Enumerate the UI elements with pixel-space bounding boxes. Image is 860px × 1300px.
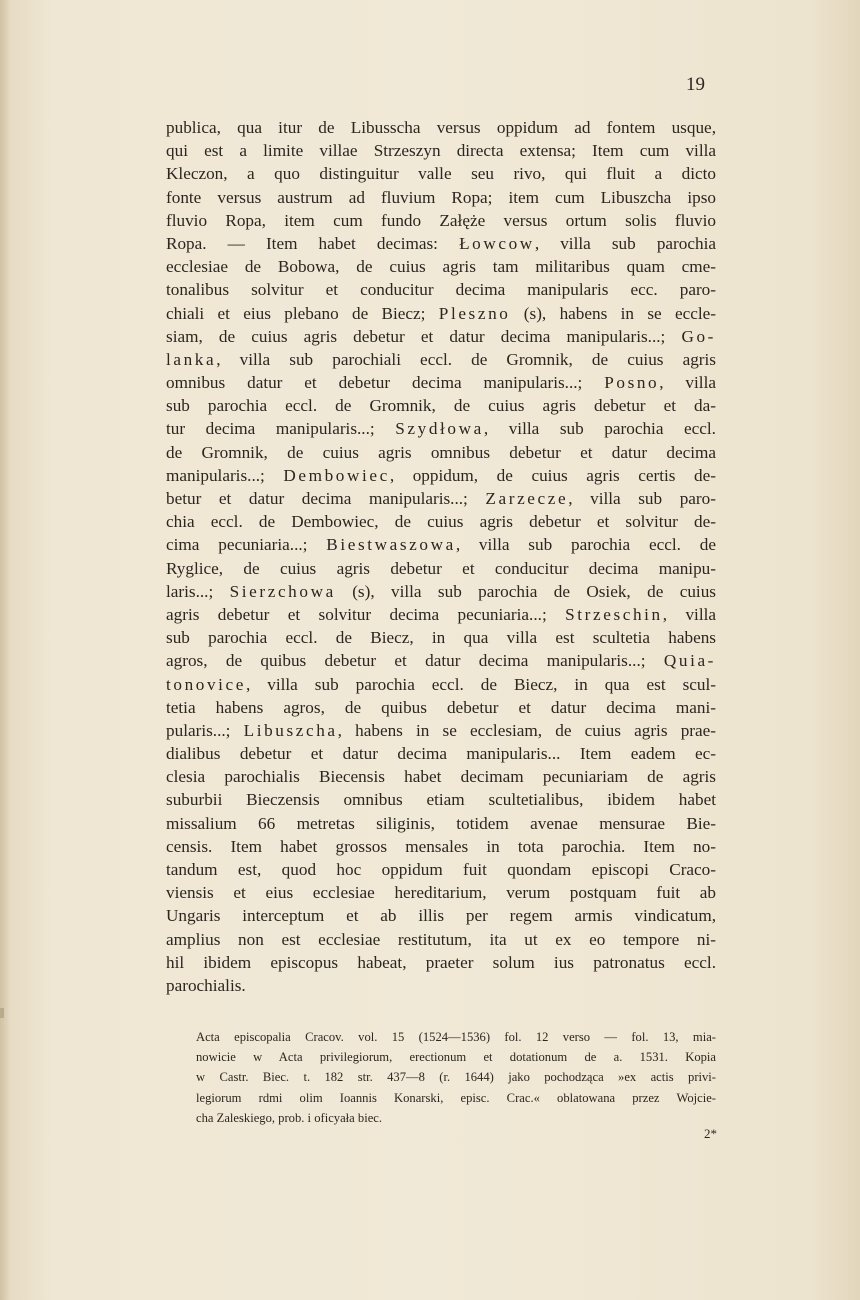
body-text-line: tandum est, quod hoc oppidum fuit quondam episcopi Craco- [166,860,716,879]
footnote-line: w Castr. Biec. t. 182 str. 437—8 (r. 1644) jako pochodząca »ex actis privi- [196,1070,716,1085]
place-name: Pleszno [438,303,511,323]
place-name: Strzeschin [565,604,663,624]
body-text-line: sub parochia eccl. de Gromnik, de cuius agris debetur et da- [166,396,716,416]
body-text-line: qui est a limite villae Strzeszyn directa extensa; Item cum villa [166,141,716,161]
place-name: Szydłowa [395,419,484,439]
body-text-line: fluvio Ropa, item cum fundo Załęże versus ortum solis fluvio [166,210,716,230]
footnote-line: legiorum rdmi olim Ioannis Konarski, episc. Crac.« oblatowana przez Wojcie- [196,1090,716,1105]
body-text-line: tonalibus solvitur et conducitur decima manipularis ecc. paro- [166,280,716,300]
place-name: Quia- [663,651,716,671]
body-text-line: tur decima manipularis...; Szydłowa, villa sub parochia eccl. [166,419,716,439]
body-text-line: siam, de cuius agris debetur et datur decima manipularis...; Go- [166,326,716,346]
body-text-line: parochialis. [166,975,246,995]
place-name: Łowcow [459,233,535,253]
body-text-line: hil ibidem episcopus habeat, praeter solum ius patronatus eccl. [166,952,716,972]
place-name: Zarzecze [485,489,569,508]
printer-signature-mark: 2* [704,1126,717,1141]
footnote-line: Acta episcopalia Cracov. vol. 15 (1524—1536) fol. 12 verso — fol. 13, mia- [196,1030,716,1044]
page-number: 19 [686,74,705,95]
body-text-line: ecclesiae de Bobowa, de cuius agris tam militaribus quam cme- [166,257,716,277]
body-text-line: suburbii Bieczensis omnibus etiam scultetialibus, ibidem habet [166,790,716,810]
body-text-line: Kleczon, a quo distinguitur valle seu rivo, qui fluit a dicto [166,164,716,184]
place-name: Biestwaszowa [326,535,456,555]
page-gutter-shadow [0,0,10,1300]
body-text-line: chia eccl. de Dembowiec, de cuius agris debetur et solvitur de- [166,512,716,532]
body-text-line: cima pecuniaria...; Biestwaszowa, villa sub parochia eccl. de [166,535,716,555]
main-text [166,116,716,997]
edge-mark [0,1008,4,1018]
place-name: Sierzchowa [229,581,336,601]
footnote-line: cha Zaleskiego, prob. i oficyała biec. [196,1110,383,1125]
place-name: Posno [604,373,660,393]
body-text-line: publica, qua itur de Libusscha versus oppidum ad fontem usque, [166,118,716,137]
place-name: Go- [681,326,716,346]
body-text-line: lanka, villa sub parochiali eccl. de Gromnik, de cuius agris [166,349,716,369]
body-text-line: tonovice, villa sub parochia eccl. de Biecz, in qua est scul- [166,674,716,694]
body-text-line: laris...; Sierzchowa (s), villa sub parochia de Osiek, de cuius [166,581,716,601]
body-text-line: agros, de quibus debetur et datur decima manipularis...; Quia- [166,651,716,671]
body-text-line: agris debetur et solvitur decima pecuniaria...; Strzeschin, villa [166,604,716,624]
body-text-line: Ropa. — Item habet decimas: Łowcow, villa sub parochia [166,233,716,253]
body-text-line: censis. Item habet grossos mensales in tota parochia. Item no- [166,836,716,856]
place-name: tonovice [166,674,246,694]
body-text-line: Ungaris interceptum et ab illis per regem armis vindicatum, [166,906,716,926]
footnote-line: nowicie w Acta privilegiorum, erectionum et dotationum de a. 1531. Kopia [196,1050,716,1065]
body-text-line: Ryglice, de cuius agris debetur et conducitur decima manipu- [166,558,716,578]
body-text-line: dialibus debetur et datur decima manipularis... Item eadem ec- [166,744,716,764]
body-text-line: viensis et eius ecclesiae hereditarium, verum postquam fuit ab [166,883,716,903]
body-text-line: chiali et eius plebano de Biecz; Pleszno (s), habens in se eccle- [166,303,716,323]
footnote [196,1027,716,1128]
body-text-line: pularis...; Libuszcha, habens in se ecclesiam, de cuius agris prae- [166,720,716,740]
body-text-line: de Gromnik, de cuius agris omnibus debetur et datur decima [166,442,716,462]
place-name: Libuszcha [243,720,338,740]
body-text-line: clesia parochialis Biecensis habet decimam pecuniariam de agris [166,767,716,787]
place-name: Dembowiec [283,465,390,485]
body-text-line: missalium 66 metretas siliginis, totidem avenae mensurae Bie- [166,813,716,833]
body-text-line: tetia habens agros, de quibus debetur et datur decima mani- [166,697,716,717]
body-text-line: amplius non est ecclesiae restitutum, ita ut ex eo tempore ni- [166,929,716,949]
body-text-line: omnibus datur et debetur decima manipularis...; Posno, villa [166,373,716,393]
body-text-line: sub parochia eccl. de Biecz, in qua villa est scultetia habens [166,628,716,648]
place-name: lanka [166,349,217,369]
body-text-line: manipularis...; Dembowiec, oppidum, de cuius agris certis de- [166,465,716,485]
body-text-line: betur et datur decima manipularis...; Zarzecze, villa sub paro- [166,489,716,508]
body-text-line: fonte versus austrum ad fluvium Ropa; item cum Libuszcha ipso [166,187,716,207]
